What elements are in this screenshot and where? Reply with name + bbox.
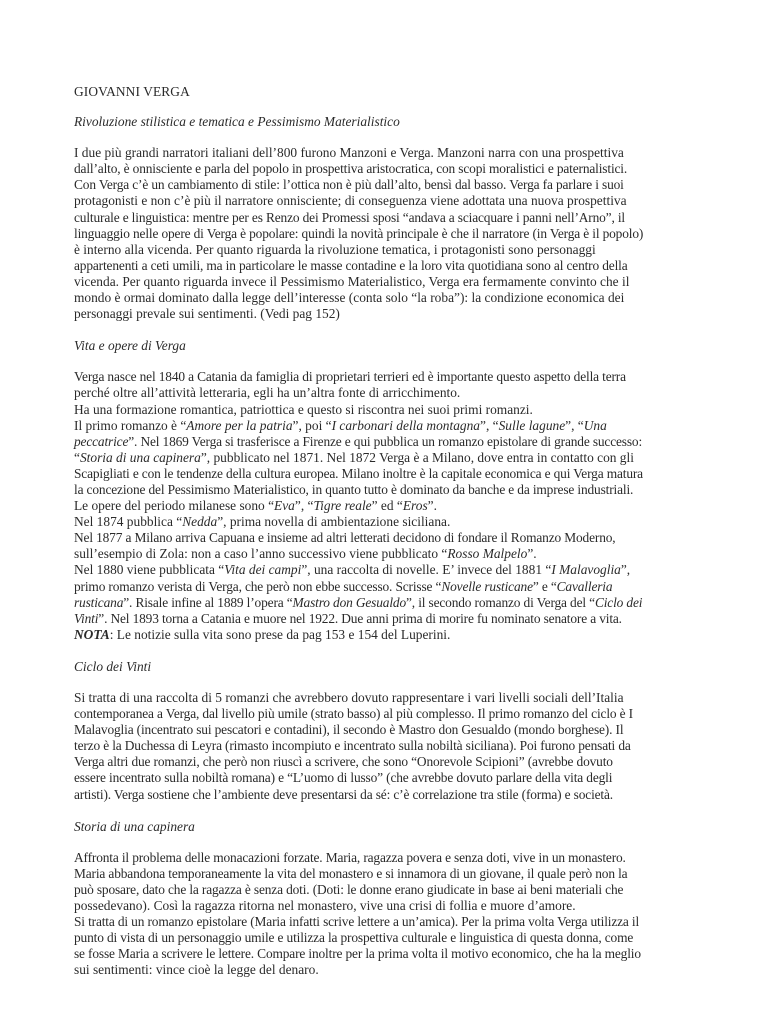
text-line: [74, 434, 704, 450]
text-line: [74, 595, 704, 611]
text-run: “: [74, 449, 80, 465]
text-run: ”. Nel 1893 torna a Catania e muore nel 1922. Due anni prima di morire fu nominato senatore a vita.: [98, 610, 622, 626]
text-line: dall’alto, è onnisciente e parla del popolo in prospettiva aristocratica, con scopi moralistici e paternalistici.: [74, 161, 628, 177]
text-line: Nel 1877 a Milano arriva Capuana e insieme ad altri letterati decidono di fondare il Romanzo Moderno,: [74, 530, 616, 546]
text-line: [74, 450, 704, 466]
text-line: Ha una formazione romantica, patriottica e questo si riscontra nei suoi primi romanzi.: [74, 401, 533, 417]
text-run: ”, una raccolta di novelle. E’ invece del 1881 “: [301, 562, 552, 578]
text-line: perché oltre all’attività letteraria, egli ha un’altra fonte di arricchimento.: [74, 385, 461, 401]
text-run: ”, pubblicato nel 1871. Nel 1872 Verga è a Milano, dove entra in contatto con gli: [200, 449, 634, 465]
text-line: linguaggio nelle opere di Verga è popolare: quindi la novità principale è che il narratore (in Verga è il popolo): [74, 225, 644, 241]
text-line: Scapigliati e con le tendenze della cultura europea. Milano inoltre è la capitale economica e qui Verga matura: [74, 465, 643, 481]
work-title: Tigre reale: [313, 498, 372, 514]
storia-paragraph: [74, 850, 704, 979]
work-title: I Malavoglia: [551, 562, 621, 578]
document-title: GIOVANNI VERGA: [74, 84, 190, 99]
text-line: possedevano). Così la ragazza ritorna nel monastero, vive una crisi di follia e muore d’amore.: [74, 898, 576, 914]
text-line: vicenda. Per quanto riguarda invece il Pessimismo Materialistico, Verga era fermamente convinto che il: [74, 273, 630, 289]
text-line: punto di vista di un personaggio umile e utilizza la prospettiva culturale e linguistica di questa donna, come: [74, 930, 634, 946]
text-line: Con Verga c’è un cambiamento di stile: l’ottica non è più dall’alto, bensì dal basso. Verga fa parlare i suoi: [74, 177, 624, 193]
work-title: Rosso Malpelo: [447, 546, 528, 562]
work-title: Amore per la patria: [186, 417, 293, 433]
text-line: è interno alla vicenda. Per quanto riguarda la rivoluzione tematica, i protagonisti sono personaggi: [74, 241, 596, 257]
work-title: Ciclo dei: [594, 594, 643, 610]
text-run: ”,: [620, 562, 631, 578]
text-run: Le opere del periodo milanese sono “: [74, 498, 275, 514]
work-title: rusticana: [74, 594, 124, 610]
vita-heading: Vita e opere di Verga: [74, 338, 186, 354]
text-line: Verga nasce nel 1840 a Catania da famiglia di proprietari terrieri ed è importante questo aspetto della terra: [74, 369, 626, 385]
work-title: Eros: [402, 498, 428, 514]
text-line: può sposare, dato che la ragazza è senza doti. (Doti: le donne erano giudicate in base ai beni materiali che: [74, 881, 624, 897]
text-line: la concezione del Pessimismo Materialistico, in quanto tutto è dominato da banche e da imprese industriali.: [74, 481, 634, 497]
text-line: Verga altri due romanzi, che però non riuscì a scrivere, che sono “Onorevole Scipioni” (avrebbe dovuto: [74, 754, 613, 770]
subtitle-heading: Rivoluzione stilistica e tematica e Pessimismo Materialistico: [74, 114, 400, 130]
text-run: : Le notizie sulla vita sono prese da pag 153 e 154 del Luperini.: [109, 626, 451, 642]
text-run: ”. Risale infine al 1889 l’opera “: [123, 594, 293, 610]
text-run: ”, il secondo romanzo di Verga del “: [406, 594, 595, 610]
work-title: Mastro don Gesualdo: [292, 594, 406, 610]
text-run: ” e “: [532, 578, 557, 594]
text-line: se fosse Maria a scrivere le lettere. Compare inoltre per la prima volta il motivo economico, che ha la meglio: [74, 946, 641, 962]
work-title: Cavalleria: [556, 578, 613, 594]
text-line: culturale e linguistica: mentre per es Renzo dei Promessi sposi “andava a sciacquare i panni nell’Arno”, il: [74, 209, 625, 225]
text-run: ”, prima novella di ambientazione siciliana.: [217, 514, 451, 530]
text-run: Nel 1874 pubblica “: [74, 514, 183, 530]
ciclo-heading: Ciclo dei Vinti: [74, 658, 152, 674]
text-line: [74, 418, 704, 434]
text-line: artisti). Verga sostiene che l’ambiente deve presentarsi da sé: c’è correlazione tra stile (forma) e società.: [74, 786, 613, 802]
text-line: mondo è ormai dominato dalla legge dell’interesse (conta solo “la roba”): la condizione economica dei: [74, 290, 625, 306]
text-line: Affronta il problema delle monacazioni forzate. Maria, ragazza povera e senza doti, vive in un monastero.: [74, 849, 626, 865]
text-run: Nel 1880 viene pubblicata “: [74, 562, 225, 578]
text-line: personaggi prevale sui sentimenti. (Vedi pag 152): [74, 306, 340, 322]
document-page: [74, 84, 704, 995]
text-run: ” ed “: [371, 498, 403, 514]
text-line: [74, 611, 704, 627]
intro-paragraph: [74, 145, 704, 322]
text-line: [74, 498, 704, 514]
text-run: sull’esempio di Zola: non a caso l’anno successivo viene pubblicato “: [74, 546, 448, 562]
text-line: appartenenti a ceti umili, ma in particolare le masse contadine e la loro vita quotidiana sono al centro della: [74, 257, 628, 273]
text-run: ”, “: [294, 498, 314, 514]
work-title: Novelle rusticane: [441, 578, 533, 594]
text-line: [74, 562, 704, 578]
work-title: Sulle lagune: [498, 417, 566, 433]
vita-paragraph: [74, 369, 704, 643]
text-line: [74, 627, 704, 643]
work-title: peccatrice: [74, 433, 129, 449]
text-run: Il primo romanzo è “: [74, 417, 187, 433]
text-line: Malavoglia (incentrato sui pescatori e contadini), il secondo è Mastro don Gesualdo (mondo borghese). Il: [74, 722, 624, 738]
work-title: I carbonari della montagna: [331, 417, 480, 433]
work-title: Una: [583, 417, 607, 433]
text-line: I due più grandi narratori italiani dell’800 furono Manzoni e Verga. Manzoni narra con una prospettiva: [74, 145, 624, 161]
text-line: sui sentimenti: vince cioè la legge del denaro.: [74, 962, 319, 978]
text-line: [74, 579, 704, 595]
work-title: Nedda: [182, 514, 218, 530]
text-run: ”. Nel 1869 Verga si trasferisce a Firenze e qui pubblica un romanzo epistolare di grande successo:: [128, 433, 643, 449]
text-line: contemporanea a Verga, dal livello più umile (strato basso) al più complesso. Il primo romanzo del ciclo è I: [74, 706, 633, 722]
text-line: Maria abbandona temporaneamente la vita del monastero e si innamora di un giovane, il quale però non la: [74, 865, 628, 881]
text-line: Si tratta di una raccolta di 5 romanzi che avrebbero dovuto rappresentare i vari livelli sociali dell’Italia: [74, 690, 624, 705]
work-title: Eva: [274, 498, 295, 514]
text-line: [74, 546, 704, 562]
text-line: Si tratta di un romanzo epistolare (Maria infatti scrive lettere a un’amica). Per la prima volta Verga utilizza il: [74, 914, 640, 930]
text-run: primo romanzo verista di Verga, che però non ebbe successo. Scrisse “: [74, 578, 442, 594]
work-title: Storia di una capinera: [79, 449, 201, 465]
text-run: ”, poi “: [292, 417, 332, 433]
text-line: essere incentrato sulla nobiltà romana) e “L’uomo di lusso” (che avrebbe dovuto parlare della vita degli: [74, 770, 613, 786]
nota-label: NOTA: [74, 626, 110, 642]
text-line: [74, 514, 704, 530]
text-run: ”.: [527, 546, 537, 562]
text-line: terzo è la Duchessa di Leyra (rimasto incompiuto e incentrato sulla nobiltà siciliana). Poi furono pensati da: [74, 738, 631, 754]
text-run: ”, “: [565, 417, 584, 433]
work-title: Vita dei campi: [224, 562, 302, 578]
ciclo-paragraph: [74, 690, 704, 803]
text-run: ”.: [427, 498, 437, 514]
text-run: ”, “: [480, 417, 499, 433]
text-line: protagonisti e non c’è più il narratore onnisciente; di conseguenza viene adottata una nuova prospettiva: [74, 193, 627, 209]
storia-heading: Storia di una capinera: [74, 818, 195, 834]
work-title: Vinti: [74, 610, 99, 626]
